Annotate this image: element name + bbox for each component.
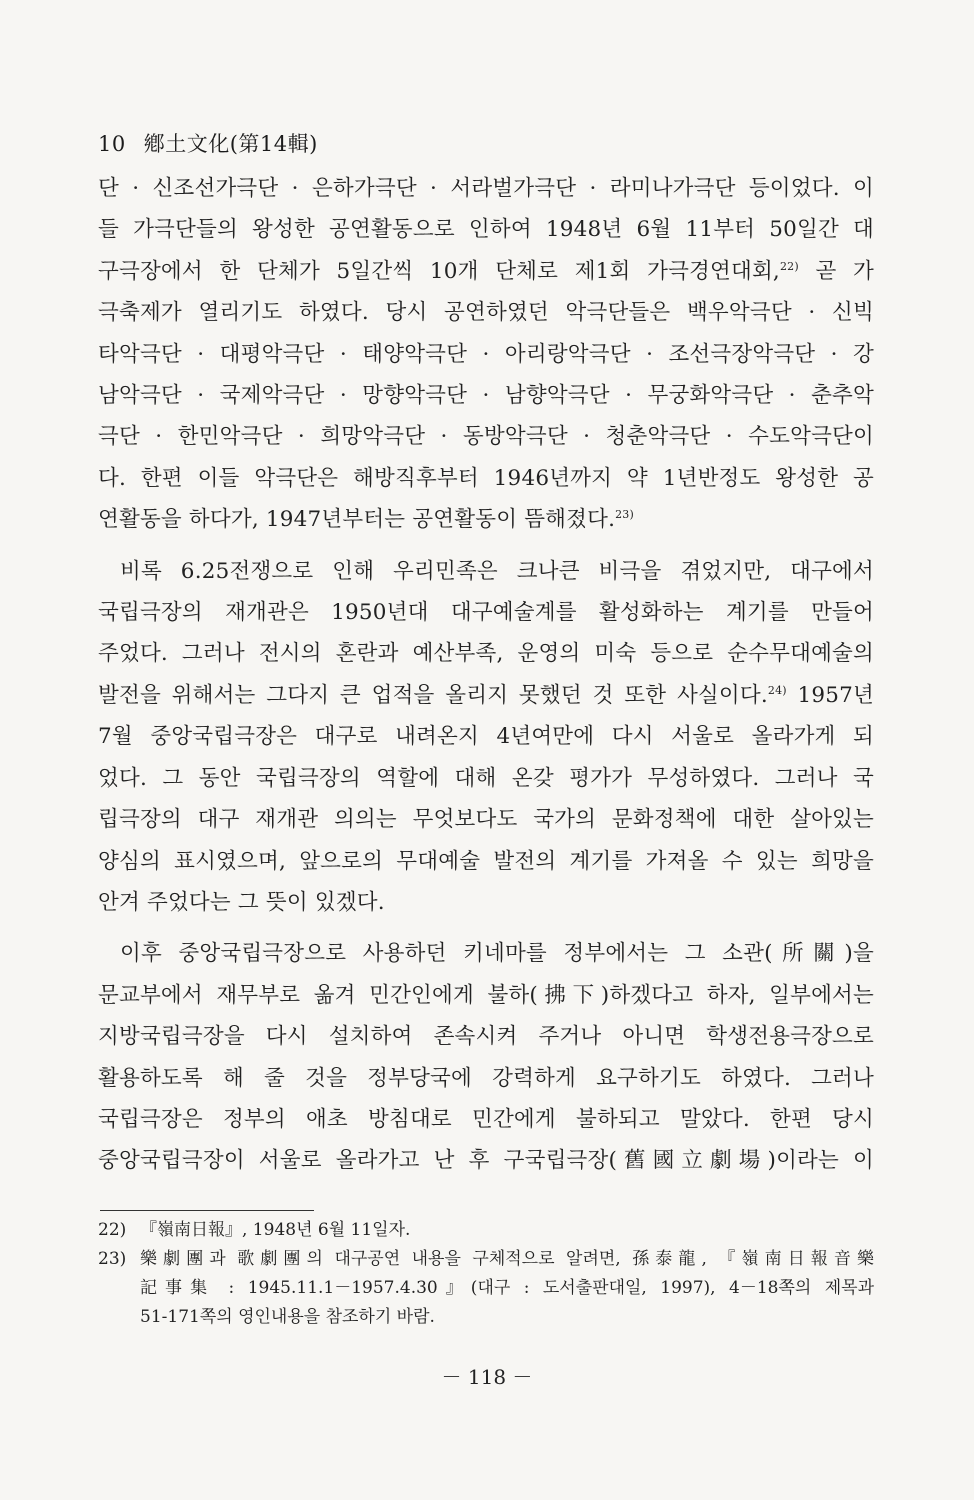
text-line: 지방국립극장을 다시 설치하여 존속시켜 주거나 아니면 학생전용극장으로 — [98, 1024, 874, 1050]
footnote-ref-24: 24) — [767, 683, 787, 697]
footnote-ref-23: 23) — [615, 508, 634, 522]
text-line: 발전을 위해서는 그다지 큰 업적을 올리지 못했던 것 또한 사실이다.$^{24)}$ 1957년 — [98, 682, 874, 708]
footnote-23 — [98, 1245, 874, 1332]
text-line: 극축제가 열리기도 하였다. 당시 공연하였던 악극단들은 백우악극단 · 신빅 — [98, 300, 874, 326]
footnote-22 — [98, 1216, 874, 1245]
footnote-text: 樂劇團과 歌劇團의 대구공연 내용을 구체적으로 알려면, 孫泰龍, 『嶺南日報音樂 — [140, 1249, 874, 1269]
text-line: 극단 · 한민악극단 · 희망악극단 · 동방악극단 · 청춘악극단 · 수도악극단이 — [98, 424, 874, 450]
text-line: 안겨 주었다는 그 뜻이 있겠다. — [98, 889, 385, 915]
text-line: 주었다. 그러나 전시의 혼란과 예산부족, 운영의 미숙 등으로 순수무대예술의 — [98, 641, 874, 667]
text-line: 7월 중앙국립극장은 대구로 내려온지 4년여만에 다시 서울로 올라가게 되 — [98, 724, 874, 750]
text-line: 타악극단 · 대평악극단 · 태양악극단 · 아리랑악극단 · 조선극장악극단 · 강 — [98, 341, 874, 367]
footnote-text: 『嶺南日報』, 1948년 6월 11일자. — [140, 1220, 411, 1240]
text-line: 립극장의 대구 재개관 의의는 무엇보다도 국가의 문화정책에 대한 살아있는 — [98, 807, 874, 833]
text-line: 중앙국립극장이 서울로 올라가고 난 후 구국립극장(舊國立劇場)이라는 이 — [98, 1148, 874, 1174]
footnotes — [98, 1216, 874, 1332]
text-line: 양심의 표시였으며, 앞으로의 무대예술 발전의 계기를 가져올 수 있는 희망을 — [98, 848, 874, 874]
header-page-number: 10 — [98, 132, 126, 156]
text-line: 이후 중앙국립극장으로 사용하던 키네마를 정부에서는 그 소관(所關)을 — [120, 941, 874, 967]
text-line: 문교부에서 재무부로 옮겨 민간인에게 불하(拂下)하겠다고 하자, 일부에서는 — [98, 982, 874, 1008]
text-line: 들 가극단들의 왕성한 공연활동으로 인하여 1948년 6월 11부터 50일간 대 — [98, 217, 874, 243]
body-text — [98, 168, 874, 1182]
footnote-text: 51-171쪽의 영인내용을 참조하기 바람. — [140, 1307, 435, 1327]
text-line: 구극장에서 한 단체가 5일간씩 10개 단체로 제1회 가극경연대회,$^{22)}$ 곧 가 — [98, 258, 874, 284]
running-header — [98, 128, 318, 158]
text-line: 단 · 신조선가극단 · 은하가극단 · 서라벌가극단 · 라미나가극단 등이었다. 이 — [98, 176, 874, 201]
footnote-divider — [100, 1210, 314, 1211]
page-folio: － 118 － — [441, 1365, 533, 1389]
footnote-ref-22: 22) — [779, 259, 799, 273]
journal-title: 鄕土文化(第14輯) — [143, 132, 318, 156]
text-line: 었다. 그 동안 국립극장의 역할에 대해 온갖 평가가 무성하였다. 그러나 국 — [98, 765, 874, 791]
text-line: 활용하도록 해 줄 것을 정부당국에 강력하게 요구하기도 하였다. 그러나 — [98, 1065, 874, 1091]
footnote-text: 記事集 : 1945.11.1－1957.4.30』(대구 : 도서출판대일, 1997), 4－18쪽의 제목과 — [140, 1278, 874, 1298]
text-line: 남악극단 · 국제악극단 · 망향악극단 · 남향악극단 · 무궁화악극단 · 춘추악 — [98, 383, 874, 409]
text-line: 비록 6.25전쟁으로 인해 우리민족은 크나큰 비극을 겪었지만, 대구에서 — [120, 558, 874, 584]
text-line: 국립극장의 재개관은 1950년대 대구예술계를 활성화하는 계기를 만들어 — [98, 600, 874, 626]
footnote-number: 23) — [98, 1249, 127, 1269]
footnote-number: 22) — [98, 1220, 127, 1240]
text-line: 국립극장은 정부의 애초 방침대로 민간에게 불하되고 말았다. 한편 당시 — [98, 1106, 874, 1132]
text-line: 연활동을 하다가, 1947년부터는 공연활동이 뜸해졌다.$^{23)}$ — [98, 507, 634, 533]
text-line: 다. 한편 이들 악극단은 해방직후부터 1946년까지 약 1년반정도 왕성한 공 — [98, 465, 874, 491]
